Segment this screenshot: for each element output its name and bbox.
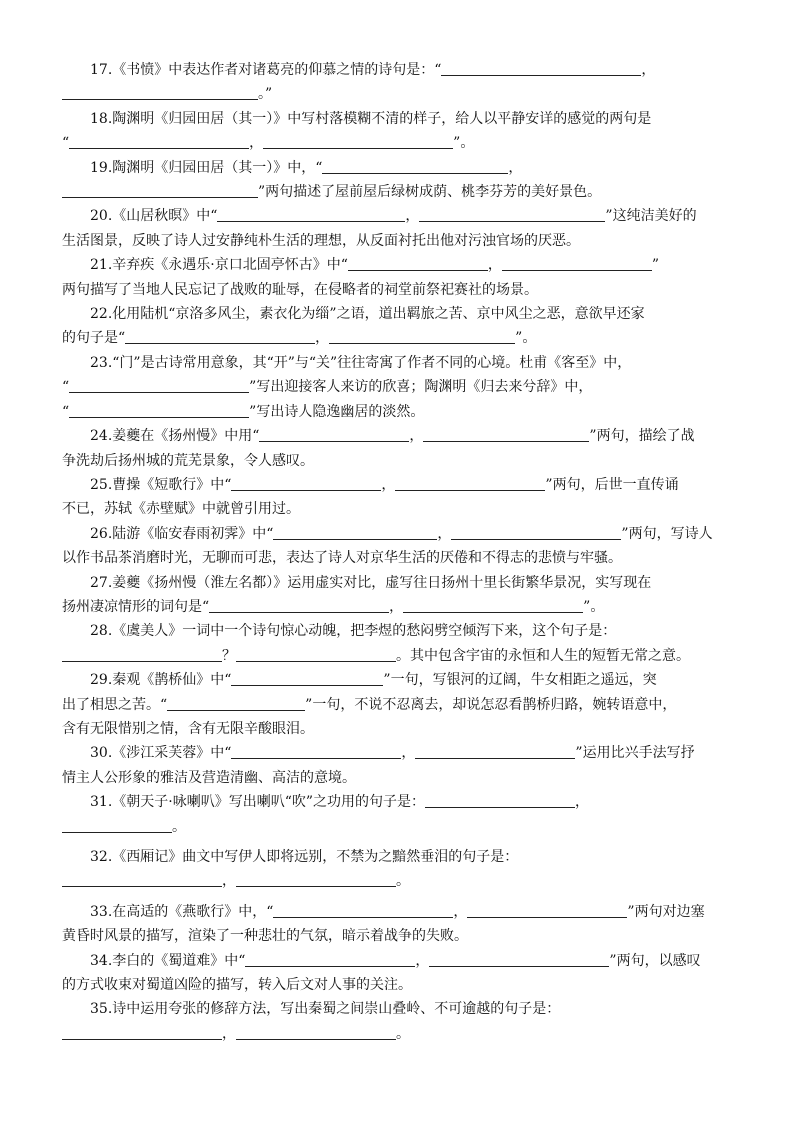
answer-blank[interactable] xyxy=(62,85,258,100)
question-20-line2 xyxy=(62,229,734,253)
question-28-text: 28.《虞美人》一词中一个诗句惊心动魄，把李煜的愁闷劈空倾泻下来，这个句子是： xyxy=(90,623,617,640)
question-29-line3 xyxy=(62,717,734,741)
punct: ， xyxy=(415,952,430,969)
punct: 。 xyxy=(396,1025,410,1042)
question-31-text: 31.《朝天子·咏喇叭》写出喇叭“吹”之功用的句子是： xyxy=(90,794,426,811)
answer-blank[interactable] xyxy=(125,329,315,344)
answer-blank[interactable] xyxy=(441,61,641,76)
punct: ”两句，描绘了战 xyxy=(589,428,695,445)
answer-blank[interactable] xyxy=(263,134,453,149)
question-30 xyxy=(62,741,734,765)
punct: “ xyxy=(62,379,70,396)
question-34 xyxy=(62,949,734,973)
punct: ， xyxy=(315,330,330,347)
question-25-text: 25.曹操《短歌行》中“ xyxy=(90,476,232,493)
punct: ”两句对边塞 xyxy=(627,903,705,920)
question-28-text-2: 。其中包含宇宙的永恒和人生的短暂无常之意。 xyxy=(396,647,690,664)
answer-blank[interactable] xyxy=(62,647,222,662)
punct: ， xyxy=(249,135,264,152)
question-19 xyxy=(62,156,734,180)
question-21-line2 xyxy=(62,278,734,302)
answer-blank[interactable] xyxy=(209,598,389,613)
answer-blank[interactable] xyxy=(62,872,222,887)
question-30-line2 xyxy=(62,766,734,790)
answer-blank[interactable] xyxy=(395,476,545,491)
punct: ， xyxy=(222,873,236,890)
question-18-line2 xyxy=(62,131,734,155)
question-20-text: 20.《山居秋暝》中“ xyxy=(90,208,218,225)
question-27-line2 xyxy=(62,595,734,619)
question-18 xyxy=(62,107,734,131)
answer-blank[interactable] xyxy=(236,872,396,887)
punct: ， xyxy=(575,794,590,811)
question-33-text: 33.在高适的《燕歌行》中，“ xyxy=(90,903,274,920)
answer-blank[interactable] xyxy=(348,256,488,271)
question-32 xyxy=(62,845,734,869)
question-22-text-2: 的句子是“ xyxy=(62,330,126,347)
question-26 xyxy=(62,522,734,546)
answer-blank[interactable] xyxy=(236,647,396,662)
answer-blank[interactable] xyxy=(259,427,409,442)
punct: ”两句，写诗人 xyxy=(621,525,713,542)
answer-blank[interactable] xyxy=(231,671,383,686)
question-24 xyxy=(62,424,734,448)
punct: ”。 xyxy=(453,135,475,152)
question-33 xyxy=(62,900,734,924)
answer-blank[interactable] xyxy=(62,818,172,833)
answer-blank[interactable] xyxy=(467,903,627,918)
question-30-text-2: 情主人公形象的雅洁及营造清幽、高洁的意境。 xyxy=(62,769,356,786)
punct: ”两句，后世一直传诵 xyxy=(545,476,679,493)
question-25-text-2: 不已，苏轼《赤壁赋》中就曾引用过。 xyxy=(62,501,300,518)
question-24-text: 24.姜夔在《扬州慢》中用“ xyxy=(90,428,260,445)
punct: ”这纯洁美好的 xyxy=(605,208,697,225)
answer-blank[interactable] xyxy=(423,427,589,442)
question-19-text: 19.陶渊明《归园田居（其一）》中，“ xyxy=(90,159,323,176)
question-32-line2 xyxy=(62,869,734,893)
question-31 xyxy=(62,790,734,814)
question-30-text: 30.《涉江采芙蓉》中“ xyxy=(90,745,232,762)
question-27 xyxy=(62,571,734,595)
answer-blank[interactable] xyxy=(217,207,405,222)
question-32-text: 32.《西厢记》曲文中写伊人即将远别，不禁为之黯然垂泪的句子是： xyxy=(90,849,519,865)
punct: 。 xyxy=(396,873,410,890)
punct: 。 xyxy=(172,818,186,835)
question-35-line2 xyxy=(62,1022,734,1046)
punct: ， xyxy=(641,62,656,78)
question-19-text-2: ”两句描述了屋前屋后绿树成荫、桃李芬芳的美好景色。 xyxy=(258,184,602,201)
question-23-text-3: ”写出诗人隐逸幽居的淡然。 xyxy=(249,403,425,420)
question-29-text-2: ”一句，写银河的辽阔，牛女相距之遥远，突 xyxy=(383,672,657,689)
question-33-text-2: 黄昏时风景的描写，渲染了一种悲壮的气氛，暗示着战争的失败。 xyxy=(62,928,468,945)
question-19-line2 xyxy=(62,180,734,204)
question-27-text-2: 扬州凄凉情形的词句是“ xyxy=(62,598,210,615)
punct: ， xyxy=(222,1025,236,1042)
question-26-text: 26.陆游《临安春雨初霁》中“ xyxy=(90,525,274,542)
question-27-text: 27.姜夔《扬州慢（淮左名都）》运用虚实对比，虚写往日扬州十里长街繁华景况，实写现在 xyxy=(90,574,652,591)
answer-blank[interactable] xyxy=(502,256,652,271)
question-25-line2 xyxy=(62,497,734,521)
question-34-line2 xyxy=(62,973,734,997)
punct: ， xyxy=(453,903,468,920)
punct: ， xyxy=(437,525,452,542)
question-29-text: 29.秦观《鹊桥仙》中“ xyxy=(90,672,232,689)
punct: ” xyxy=(651,257,660,274)
question-21 xyxy=(62,253,734,277)
answer-blank[interactable] xyxy=(403,598,583,613)
question-26-text-2: 以作书品茶消磨时光，无聊而可悲，表达了诗人对京华生活的厌倦和不得志的悲愤与牢骚。 xyxy=(62,550,622,567)
answer-blank[interactable] xyxy=(236,1025,396,1040)
question-25 xyxy=(62,473,734,497)
punct: “ xyxy=(62,403,70,420)
question-29-text-5: 含有无限惜别之情，含有无限辛酸眼泪。 xyxy=(62,720,314,737)
answer-blank[interactable] xyxy=(231,744,401,759)
punct: “ xyxy=(62,135,70,152)
question-34-text: 34.李白的《蜀道难》中“ xyxy=(90,952,246,969)
question-21-text-2: 两句描写了当地人民忘记了战败的耻辱，在侵略者的祠堂前祭祀赛社的场景。 xyxy=(62,281,538,298)
question-22 xyxy=(62,302,734,326)
answer-blank[interactable] xyxy=(69,134,249,149)
question-28-line2 xyxy=(62,644,734,668)
punct: ， xyxy=(508,159,523,176)
punct: ”两句，以感叹 xyxy=(609,952,701,969)
punct: ， xyxy=(409,428,424,445)
question-23-text: 23.“门”是古诗常用意象，其“开”与“关”往往寄寓了作者不同的心境。杜甫《客至》中， xyxy=(90,354,632,371)
answer-blank[interactable] xyxy=(419,207,605,222)
question-18-text: 18.陶渊明《归园田居（其一）》中写村落模糊不清的样子，给人以平静安详的感觉的两句是 xyxy=(90,110,652,127)
question-23-line2 xyxy=(62,375,734,399)
answer-blank[interactable] xyxy=(329,329,515,344)
question-29 xyxy=(62,668,734,692)
question-26-line2 xyxy=(62,546,734,570)
question-35 xyxy=(62,997,734,1021)
punct: ， xyxy=(389,598,404,615)
question-24-text-2: 争洗劫后扬州城的荒芜景象，令人感叹。 xyxy=(62,452,314,469)
question-23-text-2: ”写出迎接客人来访的欣喜；陶渊明《归去来兮辞》中， xyxy=(249,379,593,396)
question-29-text-4: ”一句，不说不忍离去，却说怎忍看鹊桥归路，婉转语意中， xyxy=(305,696,677,713)
question-list xyxy=(62,58,734,1046)
punct: ”。 xyxy=(515,330,537,347)
question-33-line2 xyxy=(62,924,734,948)
answer-blank[interactable] xyxy=(231,476,381,491)
answer-blank[interactable] xyxy=(62,183,258,198)
punct: ？ xyxy=(222,647,236,664)
question-23 xyxy=(62,351,734,375)
punct: 。” xyxy=(258,86,273,103)
answer-blank[interactable] xyxy=(245,952,415,967)
answer-blank[interactable] xyxy=(429,952,609,967)
question-34-text-2: 的方式收束对蜀道凶险的描写，转入后文对人事的关注。 xyxy=(62,977,412,994)
question-23-line3 xyxy=(62,400,734,424)
punct: ， xyxy=(405,208,420,225)
question-22-line2 xyxy=(62,326,734,350)
question-24-line2 xyxy=(62,449,734,473)
answer-blank[interactable] xyxy=(62,1025,222,1040)
answer-blank[interactable] xyxy=(425,793,575,808)
question-17 xyxy=(62,58,734,82)
answer-blank[interactable] xyxy=(69,378,249,393)
question-17-text: 17.《书愤》中表达作者对诸葛亮的仰慕之情的诗句是：“ xyxy=(90,62,442,78)
answer-blank[interactable] xyxy=(273,903,453,918)
question-17-line2 xyxy=(62,82,734,106)
punct: ”运用比兴手法写抒 xyxy=(575,745,695,762)
question-22-text: 22.化用陆机“京洛多风尘，素衣化为缁”之语，道出羁旅之苦、京中风尘之恶，意欲早还家 xyxy=(90,306,645,323)
punct: ， xyxy=(487,257,502,274)
answer-blank[interactable] xyxy=(322,159,508,174)
question-31-line2 xyxy=(62,815,734,839)
answer-blank[interactable] xyxy=(167,696,305,711)
question-35-text: 35.诗中运用夸张的修辞方法，写出秦蜀之间崇山叠岭、不可逾越的句子是： xyxy=(90,1001,561,1018)
answer-blank[interactable] xyxy=(415,744,575,759)
question-20 xyxy=(62,204,734,228)
punct: ， xyxy=(381,476,396,493)
question-29-text-3: 出了相思之苦。“ xyxy=(62,696,168,713)
question-20-text-2: 生活图景，反映了诗人过安静纯朴生活的理想，从反面衬托出他对污浊官场的厌恶。 xyxy=(62,232,580,249)
answer-blank[interactable] xyxy=(69,403,249,418)
question-29-line2 xyxy=(62,693,734,717)
punct: ， xyxy=(401,745,416,762)
punct: ”。 xyxy=(583,598,605,615)
answer-blank[interactable] xyxy=(273,525,437,540)
question-21-text: 21.辛弃疾《永遇乐·京口北固亭怀古》中“ xyxy=(90,257,348,274)
answer-blank[interactable] xyxy=(451,525,621,540)
question-28 xyxy=(62,619,734,643)
